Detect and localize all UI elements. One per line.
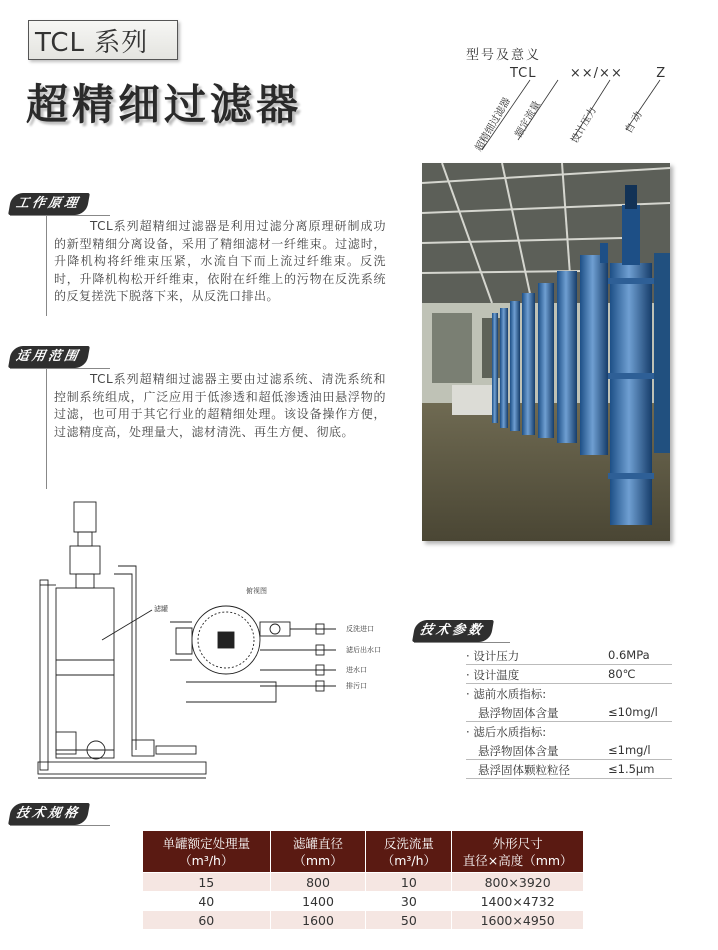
model-label-filter: 超精细过滤器 xyxy=(473,96,513,154)
table-cell: 50 xyxy=(366,911,452,930)
series-text: TCL 系列 xyxy=(35,27,149,58)
param-label: 设计温度 xyxy=(473,668,520,682)
param-row xyxy=(466,684,672,703)
table-row xyxy=(143,873,584,892)
table-cell: 800×3920 xyxy=(452,873,584,892)
param-value: ≤10mg/l xyxy=(608,705,658,719)
model-label-pressure: 设计压力 xyxy=(569,105,599,146)
spec-header-diameter: 滤罐直径 （mm） xyxy=(270,831,366,873)
param-label: 悬浮物固体含量 xyxy=(478,744,559,758)
spec-header-row xyxy=(143,831,584,873)
param-value: 80℃ xyxy=(608,667,636,681)
model-code: TCL ××/×× Z xyxy=(510,66,667,81)
param-bullet: · xyxy=(466,725,470,739)
plan-label-drain: 排污口 xyxy=(346,682,367,690)
param-bullet: · xyxy=(466,668,470,682)
param-label: 悬浮固体颗粒粒径 xyxy=(478,763,570,777)
param-label: 滤后水质指标: xyxy=(473,725,547,739)
table-cell: 1400×4732 xyxy=(452,892,584,911)
param-row xyxy=(466,703,672,722)
tank-label: 滤罐 xyxy=(154,605,168,613)
spec-header-dimensions: 外形尺寸 直径×高度（mm） xyxy=(452,831,584,873)
table-cell: 1400 xyxy=(270,892,366,911)
param-label: 滤前水质指标: xyxy=(473,687,547,701)
table-cell: 30 xyxy=(366,892,452,911)
table-row xyxy=(143,892,584,911)
plan-label-backwash-inlet: 反洗进口 xyxy=(346,625,374,633)
page-title: 超精细过滤器 xyxy=(26,80,303,129)
filter-photo xyxy=(422,163,670,541)
model-label-auto: 自 动 xyxy=(623,109,645,136)
spec-heading: 技术规格 xyxy=(8,803,90,825)
table-cell: 800 xyxy=(270,873,366,892)
filter-plan-drawing xyxy=(166,582,406,712)
spec-underline xyxy=(10,825,110,826)
param-bullet: · xyxy=(466,649,470,663)
application-rule xyxy=(46,369,47,489)
principle-heading: 工作原理 xyxy=(8,193,90,215)
table-cell: 10 xyxy=(366,873,452,892)
table-cell: 15 xyxy=(143,873,271,892)
principle-rule xyxy=(46,216,47,316)
param-row xyxy=(466,646,672,665)
application-heading: 适用范围 xyxy=(8,346,90,368)
param-row xyxy=(466,741,672,760)
spec-header-capacity: 单罐额定处理量 （m³/h） xyxy=(143,831,271,873)
spec-header-backwash: 反洗流量 （m³/h） xyxy=(366,831,452,873)
series-label xyxy=(28,20,178,60)
param-row xyxy=(466,665,672,684)
param-label: 悬浮物固体含量 xyxy=(478,706,559,720)
param-row xyxy=(466,760,672,779)
plan-title: 俯视图 xyxy=(246,587,267,595)
param-row xyxy=(466,722,672,741)
table-row xyxy=(143,911,584,930)
param-bullet: · xyxy=(466,687,470,701)
table-cell: 1600×4950 xyxy=(452,911,584,930)
table-cell: 40 xyxy=(143,892,271,911)
principle-underline xyxy=(10,215,110,216)
params-underline xyxy=(414,642,510,643)
plan-label-inlet: 进水口 xyxy=(346,666,367,674)
application-underline xyxy=(10,368,110,369)
param-value: 0.6MPa xyxy=(608,648,650,662)
application-text: TCL系列超精细过滤器主要由过滤系统、清洗系统和控制系统组成，广泛应用于低渗透和超低渗透油田悬浮物的过滤，也可用于其它行业的超精细处理。该设备操作方便，过滤精度高，处理量大，滤材清洗、再生方便、彻底。 xyxy=(54,372,386,439)
params-heading: 技术参数 xyxy=(412,620,494,642)
params-list xyxy=(466,646,672,779)
param-label: 设计压力 xyxy=(473,649,520,663)
table-cell: 1600 xyxy=(270,911,366,930)
spec-table xyxy=(142,830,584,930)
plan-label-outlet: 滤后出水口 xyxy=(346,646,381,654)
param-value: ≤1mg/l xyxy=(608,743,651,757)
model-meaning-title: 型号及意义 xyxy=(466,48,542,63)
param-value: ≤1.5μm xyxy=(608,762,655,776)
principle-text: TCL系列超精细过滤器是利用过滤分离原理研制成功的新型精细分离设备，采用了精细滤材一纤维束。过滤时，升降机构将纤维束压紧，水流自下而上流过纤维束。反洗时，升降机构松开纤维束，依附在纤维上的污物在反洗系统的反复搓洗下脱落下来，从反洗口排出。 xyxy=(54,219,386,303)
table-cell: 60 xyxy=(143,911,271,930)
model-label-flow: 额定流量 xyxy=(513,99,543,140)
